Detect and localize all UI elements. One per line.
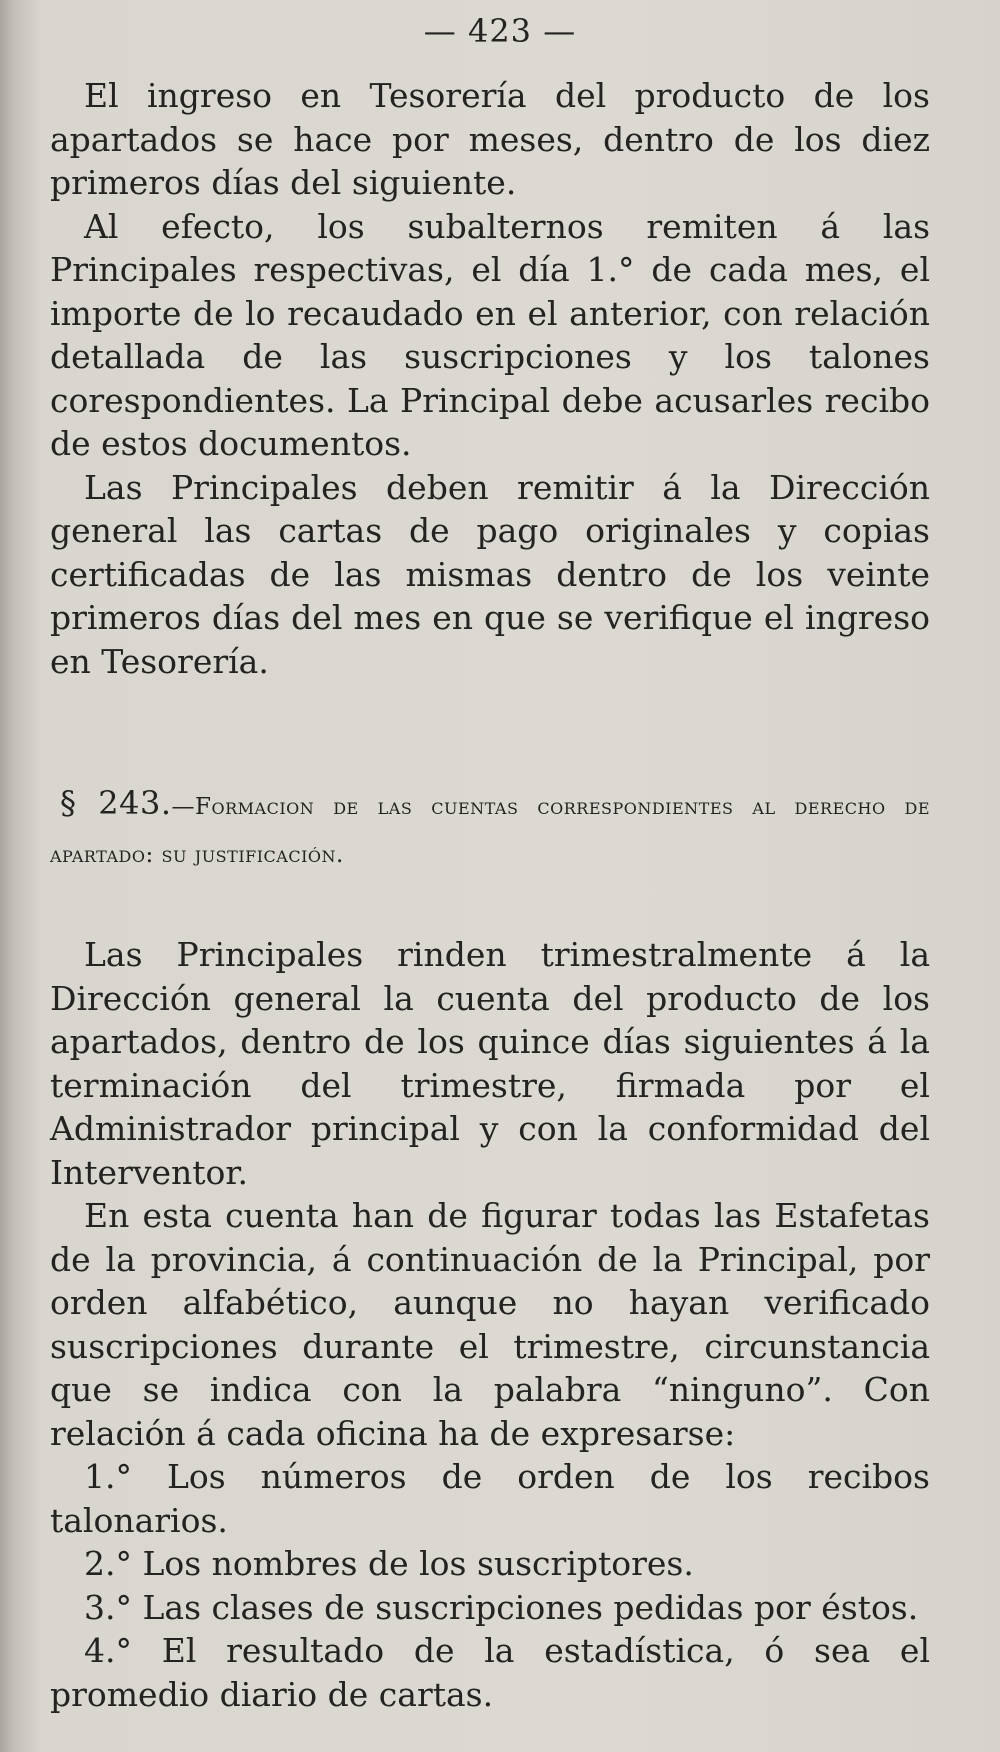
list-item: 3.° Las clases de suscripciones pedidas por éstos.	[84, 1587, 919, 1627]
list-item: 2.° Los nombres de los suscriptores.	[84, 1544, 694, 1583]
paragraph-subalternos-remiten: Al efecto, los subalternos remiten á las Principales respectivas, el día 1.° de cada mes, el importe de lo recaudado en el anterior, con relación detallada de las suscripciones y los talones corespondientes. La Principal debe acusarles recibo de estos documentos.	[50, 206, 930, 463]
paragraph-cuenta-trimestral: Las Principales rinden trimestralmente á la Dirección general la cuenta del producto de los apartados, dentro de los quince días siguientes á la terminación del trimestre, firmada por el Administrador principal y con la conformidad del Interventor.	[50, 935, 930, 1192]
paragraph-cartas-de-pago: Las Principales deben remitir á la Dirección general las cartas de pago originales y copias certificadas de las mismas dentro de los veinte primeros días del mes en que se verifique el ingreso en Tesorería.	[50, 467, 930, 681]
section-number: § 243.	[60, 784, 172, 822]
page-number: — 423 —	[423, 12, 577, 50]
paragraph-estafetas: En esta cuenta han de figurar todas las Estafetas de la provincia, á continuación de la Principal, por orden alfabético, aunque no hayan verificado suscripciones durante el trimestre, circunstancia que se indica con la palabra “ninguno”. Con relación á cada oficina ha de expresarse:	[50, 1196, 930, 1453]
section-heading	[50, 779, 930, 879]
list-item: 1.° Los números de orden de los recibos talonarios.	[50, 1457, 930, 1540]
section-title: —Formacion de las cuentas correspondientes al derecho de apartado: su justificación.	[50, 794, 931, 868]
page-body	[50, 74, 930, 1716]
paragraph-tesoreria-ingreso: El ingreso en Tesorería del producto de los apartados se hace por meses, dentro de los diez primeros días del siguiente.	[50, 76, 930, 202]
list-item: 4.° El resultado de la estadística, ó sea el promedio diario de cartas.	[50, 1631, 930, 1714]
